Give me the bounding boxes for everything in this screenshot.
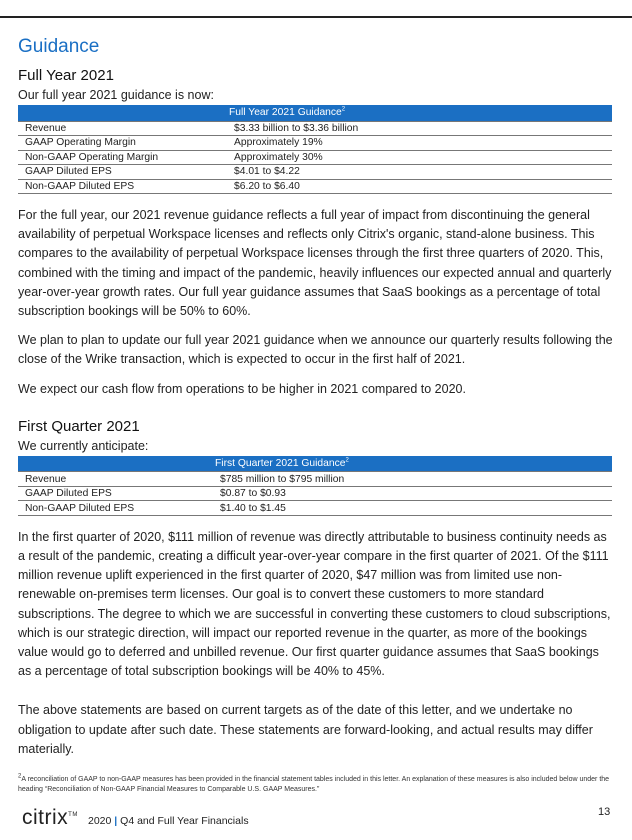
full-year-guidance-table: [18, 105, 612, 194]
row-value: $3.33 billion to $3.36 billion: [227, 121, 612, 136]
first-quarter-intro: We currently anticipate:: [18, 438, 149, 453]
table-row: [18, 472, 612, 487]
table-row: [18, 150, 612, 165]
table-header-label: First Quarter 2021 Guidance: [215, 458, 346, 470]
full-year-paragraph: For the full year, our 2021 revenue guidance reflects a full year of impact from discontinuing the general availability of perpetual Workspace licenses and reflects only Citrix's organic, stand-alone business. This compares to the availability of perpetual Workspace licenses through the first three quarters of 2020. This, combined with the timing and impact of the pandemic, heavily influences our expected annual and quarterly year-over-year growth rates. Our full year guidance assumes that SaaS bookings as a percentage of total subscription bookings will be 50% to 60%.: [18, 208, 612, 319]
logo-trademark: TM: [68, 812, 78, 818]
logo-wordmark: citrix: [22, 806, 69, 829]
page-content: [18, 36, 614, 795]
table-header-row: [18, 456, 612, 472]
full-year-paragraph: We plan to plan to update our full year 2021 guidance when we announce our quarterly results following the close of the Wrike transaction, which is expected to occur in the first half of 2021.: [18, 333, 613, 367]
footer-year: 2020: [88, 815, 112, 827]
full-year-paragraph: We expect our cash flow from operations to be higher in 2021 compared to 2020.: [18, 381, 466, 396]
row-value: $785 million to $795 million: [213, 472, 612, 487]
table-row: [18, 165, 612, 180]
first-quarter-heading: First Quarter 2021: [18, 417, 140, 435]
table-row: [18, 501, 612, 516]
row-label: Non-GAAP Operating Margin: [18, 150, 227, 165]
page-number: 13: [598, 806, 611, 818]
table-header-empty: [18, 456, 213, 472]
row-label: GAAP Diluted EPS: [18, 165, 227, 180]
first-quarter-paragraph: The above statements are based on current targets as of the date of this letter, and we undertake no obligation to update after such date. These statements are forward-looking, and actual results may differ materially.: [18, 703, 593, 756]
row-label: Non-GAAP Diluted EPS: [18, 179, 227, 194]
row-label: Revenue: [18, 121, 227, 136]
table-row: [18, 179, 612, 194]
row-label: GAAP Operating Margin: [18, 136, 227, 151]
footnote-marker: 2: [341, 106, 346, 113]
row-value: $6.20 to $6.40: [227, 179, 612, 194]
row-value: $4.01 to $4.22: [227, 165, 612, 180]
footnote-text: A reconciliation of GAAP to non-GAAP measures has been provided in the financial statement tables included in this letter. An explanation of these measures is also included below under the heading “Reconciliation of Non-GAAP Financial Measures to Comparable U.S. GAAP Measures.”: [18, 776, 610, 794]
section-title: Guidance: [18, 36, 100, 57]
table-header-empty: [18, 105, 227, 121]
row-value: $1.40 to $1.45: [213, 501, 612, 516]
table-row: [18, 136, 612, 151]
row-value: $0.87 to $0.93: [213, 486, 612, 501]
table-row: [18, 486, 612, 501]
row-value: Approximately 30%: [227, 150, 612, 165]
full-year-intro: Our full year 2021 guidance is now:: [18, 88, 214, 102]
footer-doc-title: Q4 and Full Year Financials: [120, 815, 249, 827]
citrix-logo: [22, 806, 78, 830]
first-quarter-paragraph: In the first quarter of 2020, $111 million of revenue was directly attributable to business continuity needs as a result of the pandemic, creating a difficult year-over-year compare in the first quarter of 2021. Of the $111 million revenue uplift experienced in the first quarter of 2020, $47 million was from limited use non-renewable on-premises term licenses. Our goal is to convert these customers to more standard subscriptions. The degree to which we are successful in converting these customers to cloud subscriptions, which is our strategic direction, will impact our reported revenue in the quarter, as more of the bookings value would go to deferred and unbilled revenue. Our first quarter guidance assumes that SaaS bookings as a percentage of total subscription bookings will be 40% to 45%.: [18, 529, 611, 679]
table-row: [18, 121, 612, 136]
table-header-title: [213, 456, 612, 472]
full-year-heading: Full Year 2021: [18, 67, 114, 84]
table-header-label: Full Year 2021 Guidance: [229, 107, 342, 119]
row-value: Approximately 19%: [227, 136, 612, 151]
first-quarter-guidance-table: [18, 456, 612, 516]
footnote: [18, 775, 614, 795]
footnote-marker: 2: [345, 457, 349, 464]
row-label: Revenue: [18, 472, 213, 487]
footer-title: [88, 815, 249, 827]
table-header-title: [227, 105, 612, 121]
row-label: GAAP Diluted EPS: [18, 486, 213, 501]
footer-separator: |: [114, 815, 118, 827]
top-rule: [0, 16, 632, 18]
table-header-row: [18, 105, 612, 121]
footnote-marker: 2: [18, 773, 22, 780]
row-label: Non-GAAP Diluted EPS: [18, 501, 213, 516]
